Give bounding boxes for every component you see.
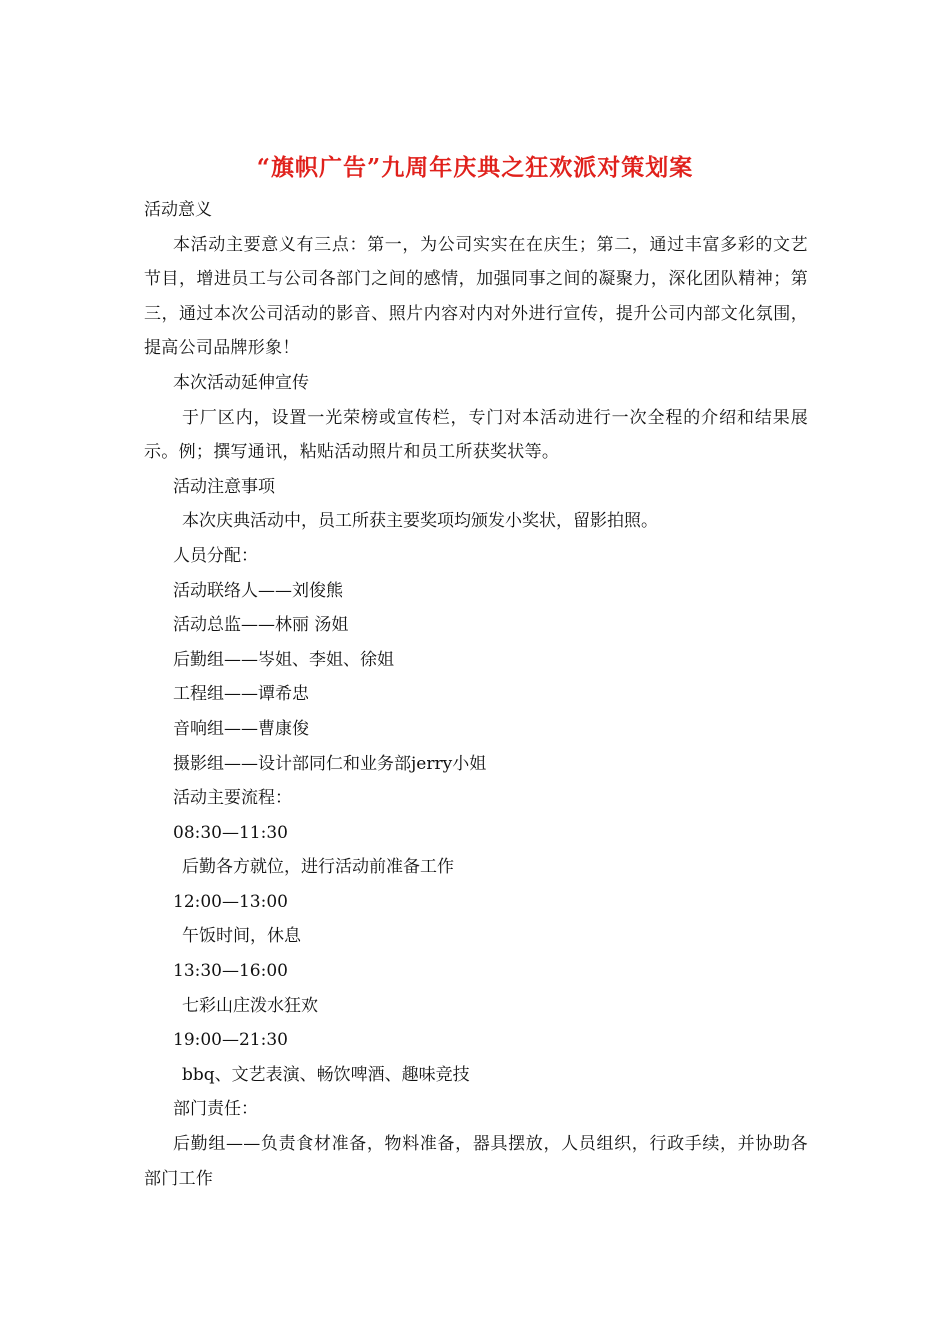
section-heading-promo: 本次活动延伸宣传 bbox=[173, 372, 309, 393]
notes-paragraph: 本次庆典活动中，员工所获主要奖项均颁发小奖状，留影拍照。 bbox=[182, 511, 658, 532]
staff-item: 音响组——曹康俊 bbox=[173, 718, 309, 739]
staff-item: 工程组——谭希忠 bbox=[173, 684, 309, 705]
promo-paragraph: 于厂区内，设置一光荣榜或宣传栏，专门对本活动进行一次全程的介绍和结果展示。例；撰写通讯，粘贴活动照片和员工所获奖状等。 bbox=[144, 407, 808, 463]
flow-time: 19:00—21:30 bbox=[173, 1030, 288, 1051]
section-heading-meaning: 活动意义 bbox=[144, 200, 212, 220]
flow-time: 12:00—13:00 bbox=[173, 891, 288, 912]
staff-item: 后勤组——岑姐、李姐、徐姐 bbox=[173, 649, 394, 670]
section-heading-notes: 活动注意事项 bbox=[173, 476, 275, 497]
section-heading-flow: 活动主要流程： bbox=[173, 788, 292, 809]
section-heading-duty: 部门责任： bbox=[173, 1099, 258, 1120]
staff-item: 活动联络人——刘俊熊 bbox=[173, 580, 343, 601]
flow-desc: 七彩山庄泼水狂欢 bbox=[182, 995, 318, 1016]
flow-desc: bbq、文艺表演、畅饮啤酒、趣味竞技 bbox=[182, 1064, 470, 1085]
section-heading-staff: 人员分配： bbox=[173, 545, 258, 566]
staff-item: 活动总监——林丽 汤姐 bbox=[173, 615, 349, 636]
flow-time: 08:30—11:30 bbox=[173, 822, 288, 843]
flow-time: 13:30—16:00 bbox=[173, 961, 288, 982]
staff-item: 摄影组——设计部同仁和业务部jerry小姐 bbox=[173, 753, 487, 774]
flow-desc: 后勤各方就位，进行活动前准备工作 bbox=[182, 857, 454, 878]
duty-paragraph: 后勤组——负责食材准备，物料准备，器具摆放，人员组织，行政手续，并协助各部门工作 bbox=[144, 1134, 808, 1189]
meaning-paragraph: 本活动主要意义有三点：第一，为公司实实在在庆生；第二，通过丰富多彩的文艺节目，增进员工与公司各部门之间的感情，加强同事之间的凝聚力，深化团队精神；第三，通过本次公司活动的影音、照片内容对内对外进行宣传，提升公司内部文化氛围，提高公司品牌形象！ bbox=[144, 234, 808, 359]
document-title: “旗帜广告”九周年庆典之狂欢派对策划案 bbox=[256, 154, 694, 181]
document-body bbox=[144, 193, 808, 1196]
flow-desc: 午饭时间，休息 bbox=[182, 926, 301, 947]
